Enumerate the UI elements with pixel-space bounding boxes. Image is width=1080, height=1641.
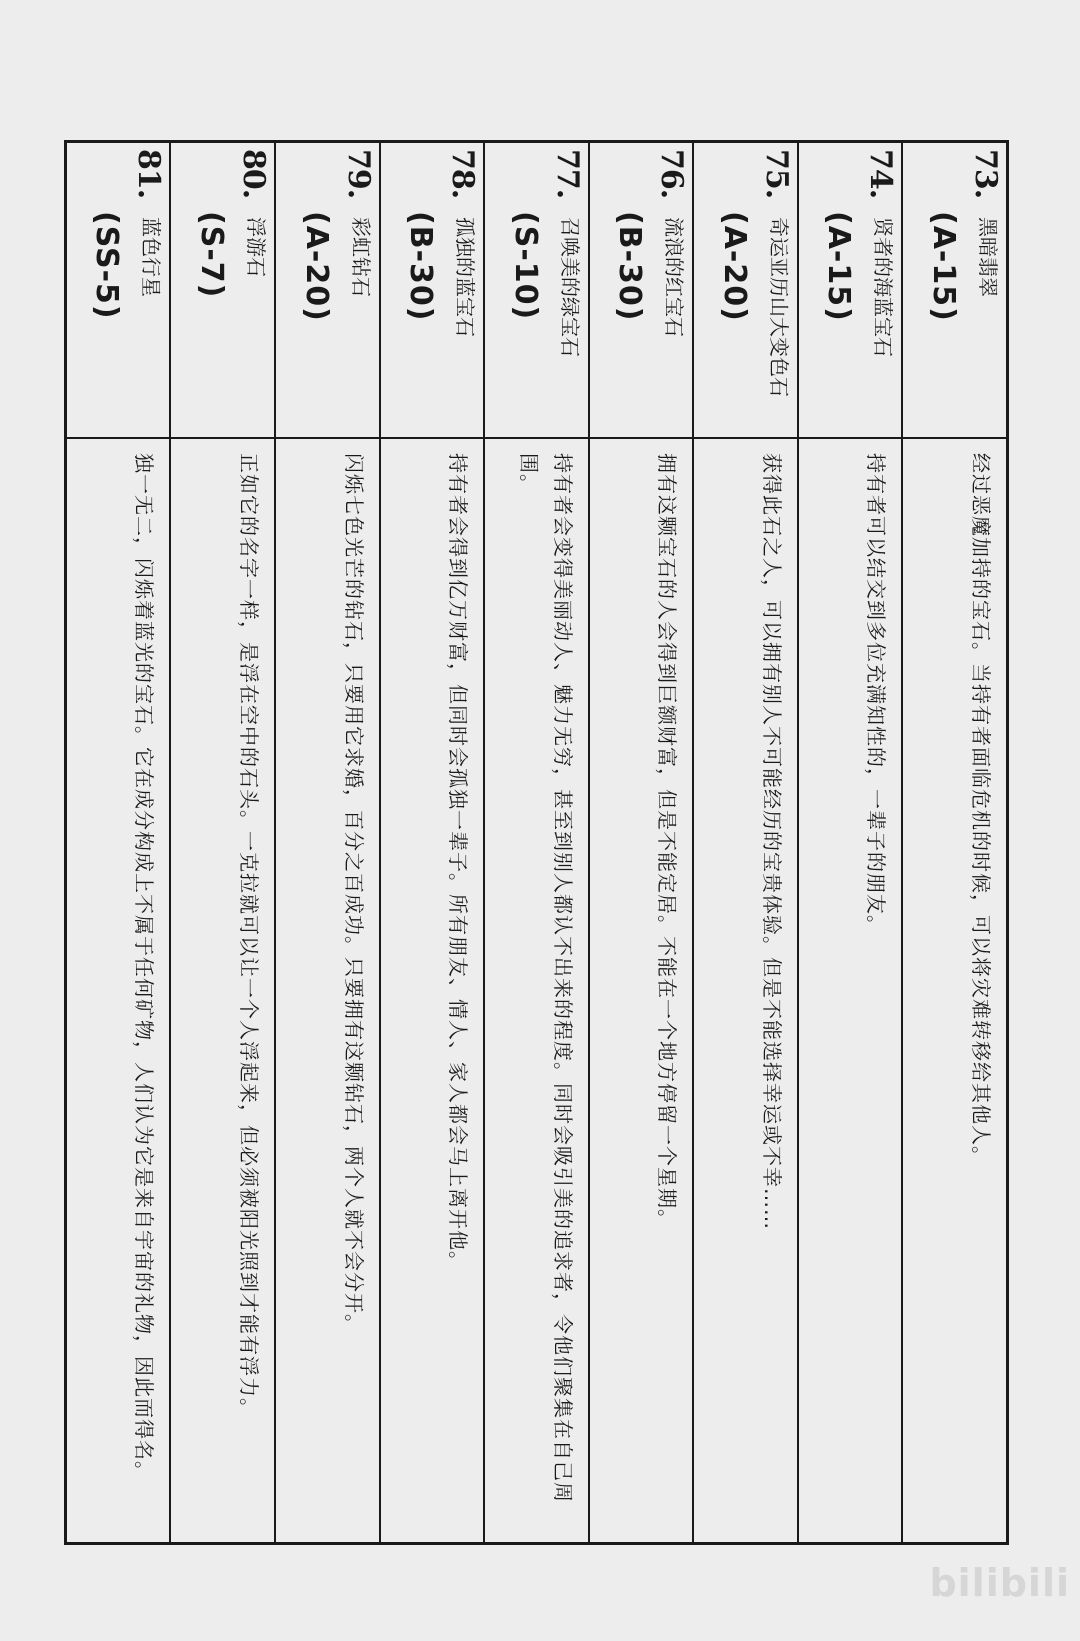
- gem-rank: (B-30): [612, 211, 648, 322]
- gem-description: 经过恶魔加持的宝石。当持有者面临危机的时候，可以将灾难转移给其他人。: [969, 453, 993, 1167]
- gem-name: 蓝色行星: [139, 217, 164, 297]
- gem-description: 持有者会变得美丽动人、魅力无穷，甚至到别人都认不出来的程度。同时会吸引美的追求者，令他们聚集在自己周围。: [516, 453, 575, 1503]
- entry-number: 73.: [968, 149, 1003, 199]
- gem-name: 孤独的蓝宝石: [453, 217, 478, 337]
- gem-rank: (A-15): [821, 211, 857, 322]
- gem-rank: (A-20): [298, 211, 334, 322]
- name-cell: [276, 143, 379, 439]
- table-row: [903, 143, 1006, 1542]
- table-row: [799, 143, 904, 1542]
- gem-description: 闪烁七色光芒的钻石，只要用它求婚，百分之百成功。只要拥有这颗钻石，两个人就不会分开。: [341, 453, 366, 1335]
- gem-name: 浮游石: [244, 217, 269, 277]
- table-row: [276, 143, 381, 1542]
- gem-name: 奇运亚历山大变色石: [766, 217, 791, 397]
- table-row: [485, 143, 590, 1542]
- name-cell: [485, 143, 588, 439]
- entry-number: 80.: [236, 149, 272, 199]
- entry-number: 75.: [758, 149, 794, 199]
- gem-name: 彩虹钻石: [348, 217, 373, 297]
- entry-number: 76.: [654, 149, 690, 199]
- gem-rank: (A-20): [716, 211, 752, 322]
- name-cell: [694, 143, 797, 439]
- gem-description: 持有者会得到亿万财富，但同时会孤独一辈子。所有朋友、情人、家人都会马上离开他。: [446, 453, 471, 1272]
- gem-rank: (S-10): [507, 211, 543, 321]
- entry-number: 77.: [549, 149, 585, 199]
- name-cell: [799, 143, 902, 439]
- table-row: [67, 143, 172, 1542]
- gem-rank: (SS-5): [89, 211, 125, 320]
- name-cell: [903, 143, 1006, 439]
- name-cell: [172, 143, 275, 439]
- gem-name: 黑暗翡翠: [976, 217, 1000, 297]
- name-cell: [590, 143, 693, 439]
- entry-number: 79.: [340, 149, 376, 199]
- gem-description: 拥有这颗宝石的人会得到巨额财富，但是不能定居。不能在一个地方停留一个星期。: [655, 453, 680, 1230]
- table-row: [172, 143, 277, 1542]
- name-cell: [381, 143, 484, 439]
- table-row: [381, 143, 486, 1542]
- watermark-logo: bilibili: [929, 1561, 1070, 1605]
- gem-rank: (S-7): [194, 211, 230, 299]
- entry-number: 74.: [863, 149, 899, 199]
- gem-table-frame: [64, 140, 1009, 1545]
- gem-description: 持有者可以结交到多位充满知性的，一辈子的朋友。: [864, 453, 889, 936]
- entry-number: 78.: [445, 149, 481, 199]
- gem-rank: (A-15): [926, 211, 961, 322]
- table-row: [590, 143, 695, 1542]
- gem-name: 流浪的红宝石: [662, 217, 687, 337]
- gem-name: 召唤美的绿宝石: [557, 217, 582, 357]
- gem-description: 获得此石之人，可以拥有别人不可能经历的宝贵体验。但是不能选择幸运或不幸……: [759, 453, 784, 1230]
- gem-name: 贤者的海蓝宝石: [871, 217, 896, 357]
- gem-rank: (B-30): [403, 211, 439, 322]
- gem-description: 独一无二，闪烁着蓝光的宝石。它在成分构成上不属于任何矿物，人们认为它是来自宇宙的礼物，因此而得名。: [132, 453, 157, 1482]
- name-cell: [67, 143, 170, 439]
- entry-number: 81.: [131, 149, 167, 199]
- gem-description: 正如它的名字一样，是浮在空中的石头。一克拉就可以让一个人浮起来，但必须被阳光照到才能有浮力。: [237, 453, 262, 1419]
- gem-table: [64, 140, 1009, 1545]
- table-row: [694, 143, 799, 1542]
